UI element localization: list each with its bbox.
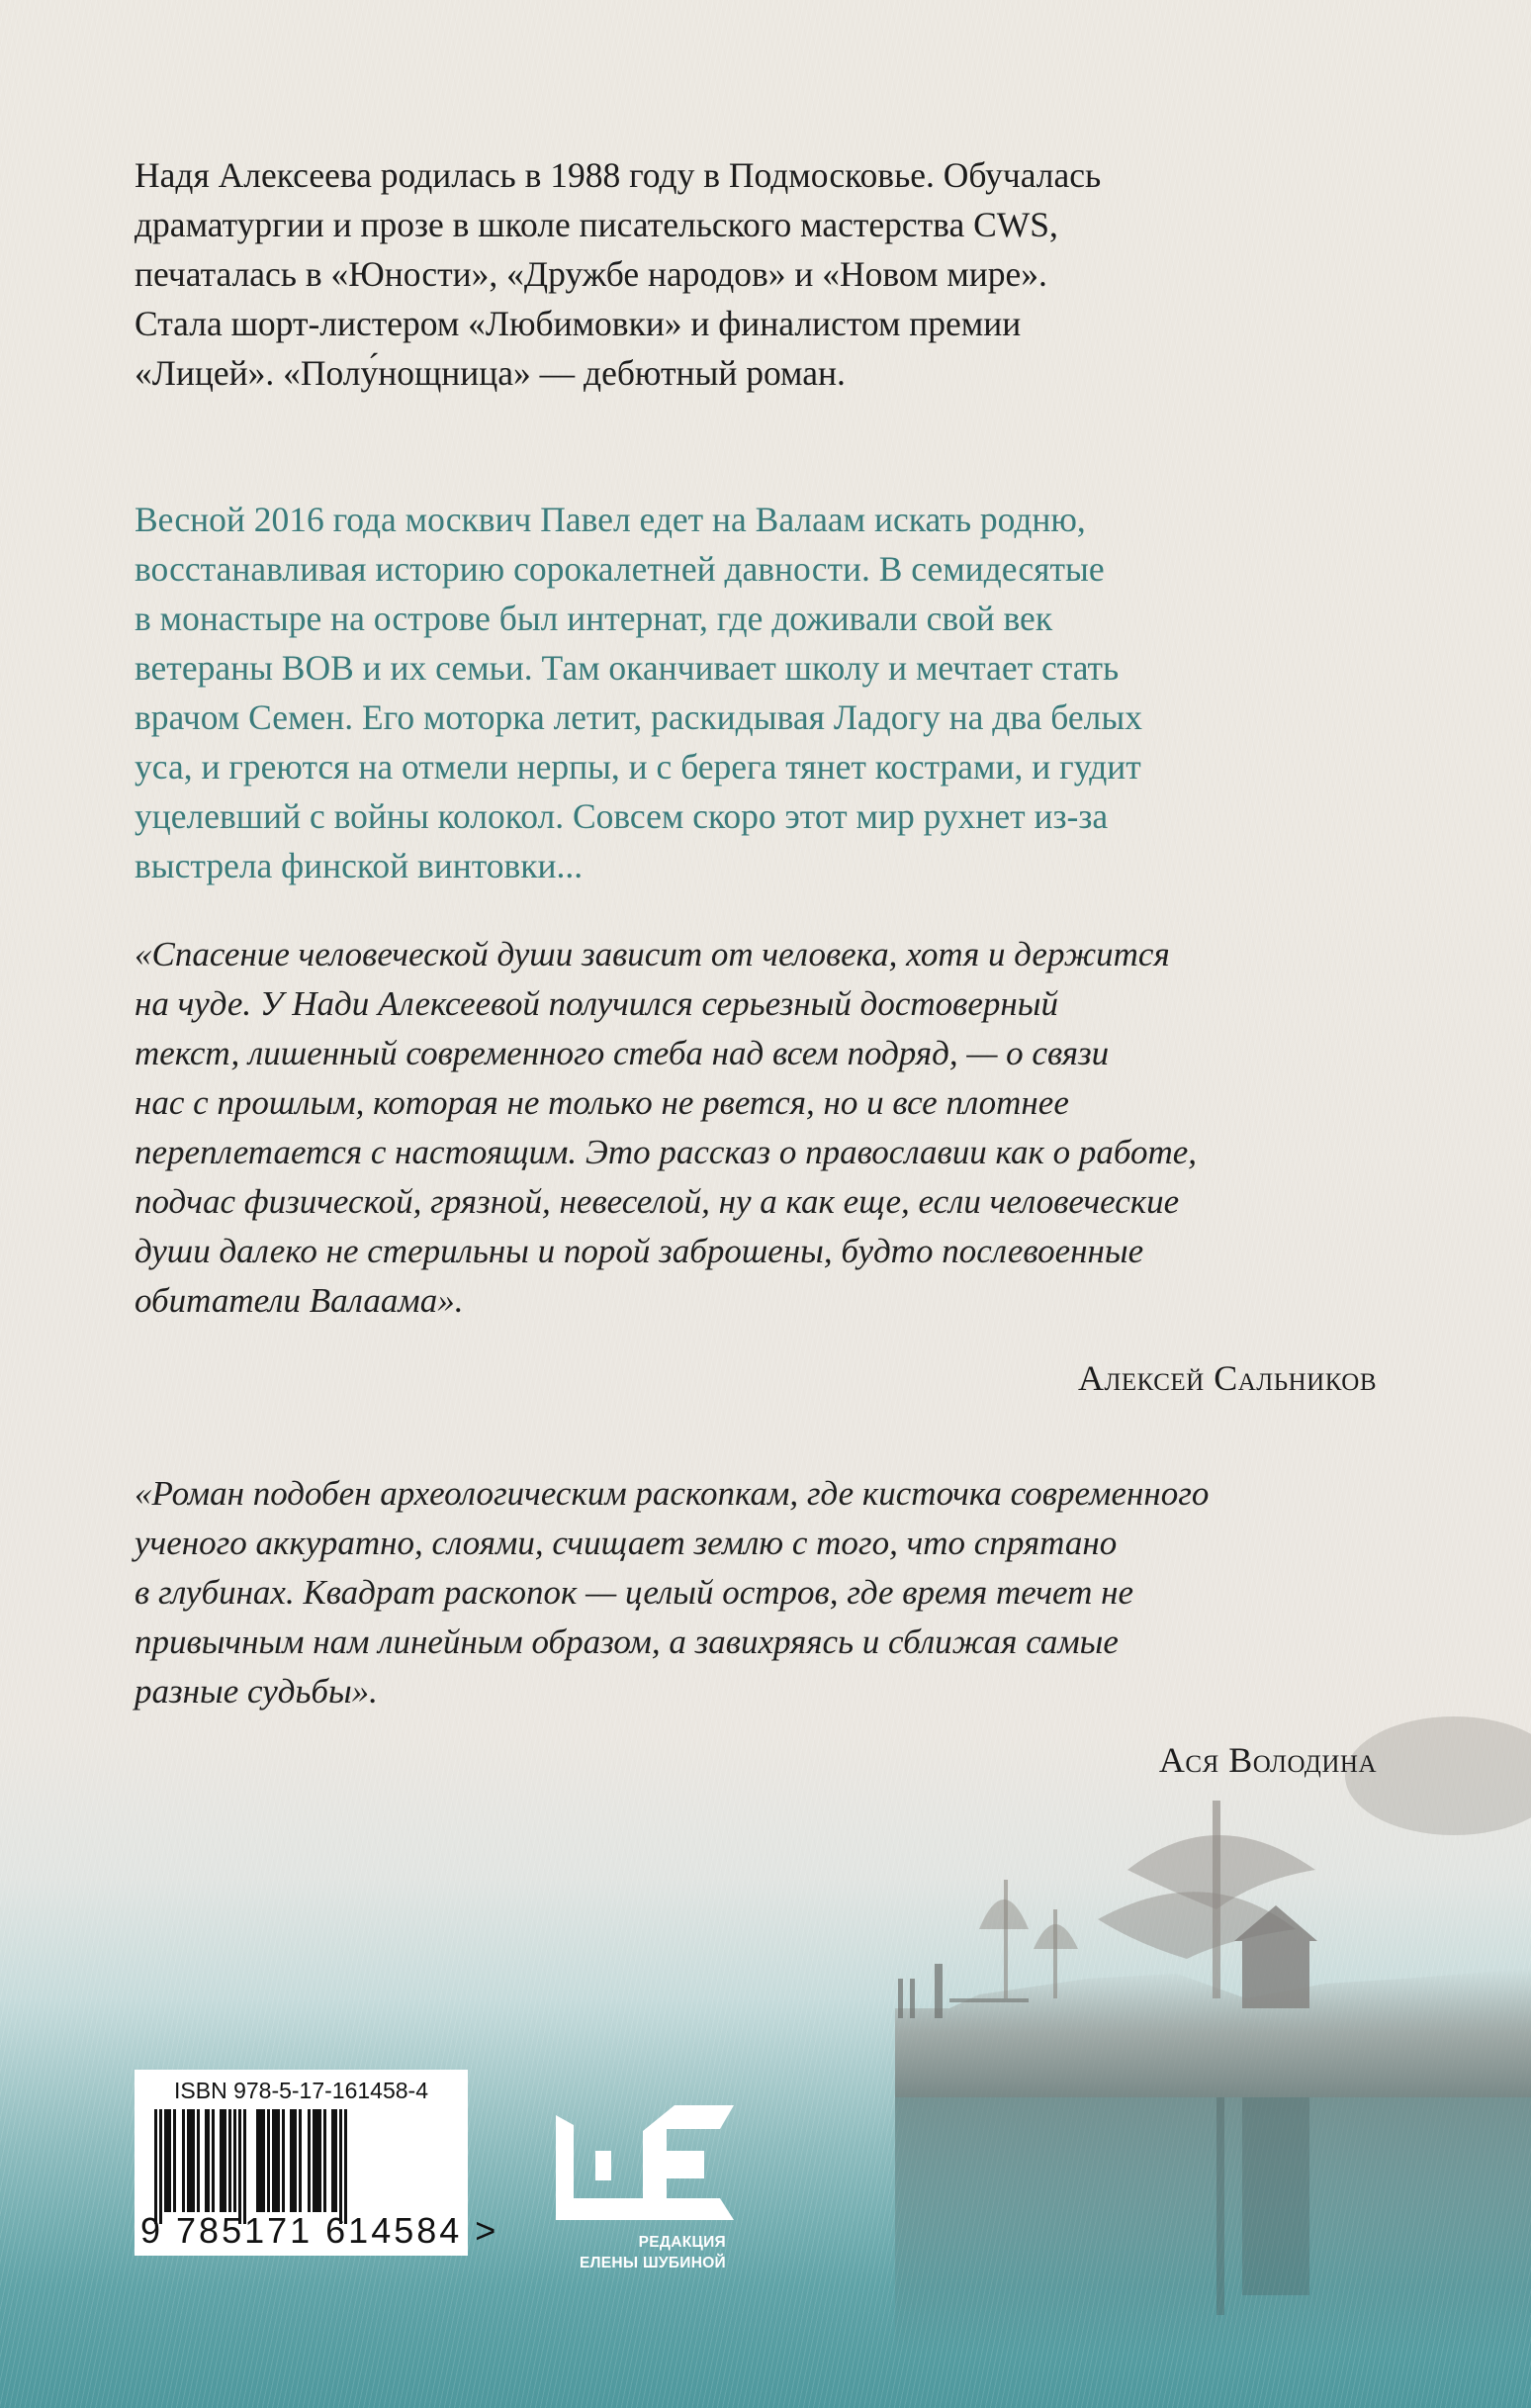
bio-line: «Лицей». «Полу́нощница» — дебютный роман. [135, 353, 846, 393]
publisher-logo [550, 2101, 748, 2279]
quote-line: обитатели Валаама». [135, 1281, 464, 1320]
bio-line: драматургии и прозе в школе писательского мастерства CWS, [135, 205, 1058, 244]
author-bio [135, 150, 1381, 398]
synopsis-line: Весной 2016 года москвич Павел едет на Валаам искать родню, [135, 500, 1086, 539]
quote-line: подчас физической, грязной, невеселой, ну а как еще, если человеческие [135, 1182, 1180, 1221]
shch-e-monogram-icon [556, 2101, 734, 2220]
barcode-digits: 9 785171 614584 > [140, 2210, 499, 2251]
quote-author-salnikov: Алексей Сальников [1077, 1358, 1377, 1398]
synopsis-line: восстанавливая историю сорокалетней давности. В семидесятые [135, 549, 1105, 589]
quote-line: «Спасение человеческой души зависит от человека, хотя и держится [135, 935, 1170, 973]
quote-line: в глубинах. Квадрат раскопок — целый остров, где время течет не [135, 1573, 1134, 1612]
synopsis-line: уса, и греются на отмели нерпы, и с берега тянет кострами, и гудит [135, 747, 1141, 787]
bio-line: Надя Алексеева родилась в 1988 году в Подмосковье. Обучалась [135, 155, 1102, 195]
quote-author-volodina: Ася Володина [1158, 1740, 1377, 1780]
publisher-line-2: ЕЛЕНЫ ШУБИНОЙ [579, 2255, 726, 2271]
synopsis-line: в монастыре на острове был интернат, где доживали свой век [135, 599, 1053, 638]
lake-island-scenery-illustration [0, 1682, 1531, 2408]
quote-line: текст, лишенный современного стеба над всем подряд, — о связи [135, 1034, 1110, 1072]
publisher-line-1: РЕДАКЦИЯ [638, 2234, 726, 2251]
isbn-number: ISBN 978-5-17-161458-4 [174, 2078, 428, 2103]
synopsis-line: выстрела финской винтовки... [135, 846, 584, 885]
synopsis-line: врачом Семен. Его моторка летит, раскидывая Ладогу на два белых [135, 697, 1142, 737]
quote-line: души далеко не стерильны и порой заброшены, будто послевоенные [135, 1232, 1144, 1270]
review-quote-volodina [135, 1469, 1381, 1716]
bio-line: Стала шорт-листером «Любимовки» и финалистом премии [135, 304, 1022, 343]
quote-line: нас с прошлым, которая не только не рвется, но и все плотнее [135, 1083, 1069, 1122]
quote-line: переплетается с настоящим. Это рассказ о православии как о работе, [135, 1133, 1198, 1171]
barcode-bars-icon [154, 2109, 441, 2220]
bio-line: печаталась в «Юности», «Дружбе народов» и «Новом мире». [135, 254, 1047, 294]
synopsis-line: уцелевший с войны колокол. Совсем скоро этот мир рухнет из-за [135, 796, 1109, 836]
isbn-barcode [135, 2070, 499, 2256]
quote-line: «Роман подобен археологическим раскопкам, где кисточка современного [135, 1474, 1210, 1513]
review-quote-salnikov [135, 930, 1381, 1326]
book-synopsis [135, 495, 1381, 890]
quote-line: на чуде. У Нади Алексеевой получился серьезный достоверный [135, 984, 1058, 1023]
synopsis-line: ветераны ВОВ и их семьи. Там оканчивает школу и мечтает стать [135, 648, 1120, 688]
quote-line: ученого аккуратно, слоями, счищает землю с того, что спрятано [135, 1524, 1118, 1562]
quote-line: привычным нам линейным образом, а завихряясь и сближая самые [135, 1622, 1119, 1661]
quote-line: разные судьбы». [135, 1672, 378, 1711]
